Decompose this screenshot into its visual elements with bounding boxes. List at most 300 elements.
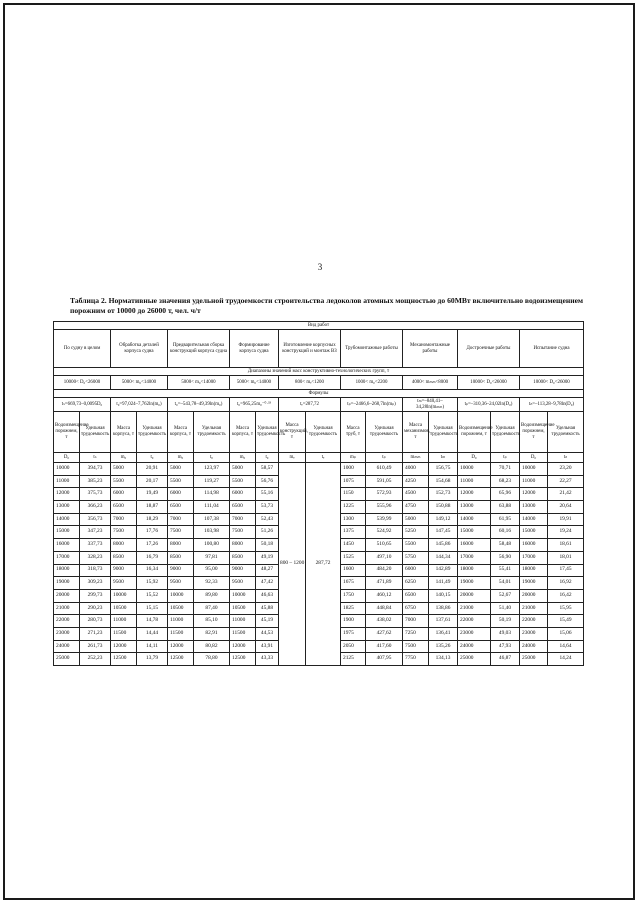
table-cell: 43,33	[256, 653, 279, 666]
table-cell: 6500	[403, 589, 429, 602]
table-cell: 44,53	[256, 627, 279, 640]
column-symbol: tₑ	[306, 453, 341, 463]
table-cell: 5000	[403, 513, 429, 526]
formula-cell: tₙ=–113,28–9,78ln(D₀)	[520, 398, 584, 412]
table-cell: 11500	[168, 627, 194, 640]
table-cell: 11000	[168, 615, 194, 628]
table-cell: 356,73	[80, 513, 111, 526]
table-cell: 19,49	[137, 488, 168, 501]
column-header: Удельная трудоемкость	[256, 412, 279, 453]
table-cell: 25000	[54, 653, 80, 666]
table-cell: 12000	[168, 640, 194, 653]
table-cell: 15,49	[548, 615, 584, 628]
table-cell: 85,10	[194, 615, 230, 628]
table-cell: 5500	[403, 539, 429, 552]
table-cell: 19000	[458, 577, 491, 590]
table-cell: 18,61	[548, 539, 584, 552]
table-cell: 145,86	[429, 539, 458, 552]
table-cell: 524,92	[366, 526, 403, 539]
table-cell: 43,91	[256, 640, 279, 653]
table-cell: 539,99	[366, 513, 403, 526]
table-cell: 11000	[520, 475, 548, 488]
table-cell: 54,01	[491, 577, 520, 590]
table-cell: 7750	[403, 653, 429, 666]
group-header: Испытание судна	[520, 330, 584, 368]
column-header: Удельная трудоемкость	[306, 412, 341, 453]
table-cell: 18000	[458, 564, 491, 577]
table-cell: 15,06	[548, 627, 584, 640]
table-cell: 107,38	[194, 513, 230, 526]
column-symbol: m₀	[230, 453, 256, 463]
column-symbol: tₘ	[429, 453, 458, 463]
table-cell: 21000	[520, 602, 548, 615]
table-cell: 7500	[168, 526, 194, 539]
table-cell: 68,23	[491, 475, 520, 488]
table-cell: 12000	[54, 488, 80, 501]
table-cell: 20,64	[548, 501, 584, 514]
column-symbol: D₀	[458, 453, 491, 463]
range-cell: 1000< m₀<2200	[341, 376, 403, 390]
table-cell: 572,93	[366, 488, 403, 501]
table-cell: 58,57	[256, 463, 279, 476]
table-cell: 337,73	[80, 539, 111, 552]
table-cell: 510,65	[366, 539, 403, 552]
table-cell: 11000	[230, 615, 256, 628]
table-cell: 119,27	[194, 475, 230, 488]
group-header: Обработка деталей корпуса судна	[111, 330, 168, 368]
group-header: Предварительная сборка конструкций корпуса судна	[168, 330, 230, 368]
table-cell: 140,15	[429, 589, 458, 602]
table-cell: 136,41	[429, 627, 458, 640]
table-cell: 8000	[111, 539, 137, 552]
table-cell: 47,42	[256, 577, 279, 590]
table-cell: 6000	[111, 488, 137, 501]
column-symbol: D₀	[54, 453, 80, 463]
table-cell: 13000	[520, 501, 548, 514]
header-row-symbols	[54, 453, 584, 463]
vid-rabot-caption: Вид работ	[54, 322, 584, 330]
table-cell: 10000	[111, 589, 137, 602]
table-cell: 14,44	[137, 627, 168, 640]
table-cell: 21000	[54, 602, 80, 615]
formula-cell: t₀=965,25m₀⁻⁰·³³	[230, 398, 279, 412]
column-symbol: D₀	[520, 453, 548, 463]
table-cell: 20000	[520, 589, 548, 602]
table-row	[54, 463, 584, 476]
table-cell: 22,27	[548, 475, 584, 488]
table-cell: 13000	[54, 501, 80, 514]
column-header: Масса конструкций, т	[279, 412, 306, 453]
table-cell: 1825	[341, 602, 366, 615]
table-cell: 17,76	[137, 526, 168, 539]
table-cell: 6000	[230, 488, 256, 501]
table-cell: 150,88	[429, 501, 458, 514]
table-cell: 16,92	[548, 577, 584, 590]
group-header: Механомонтажные работы	[403, 330, 458, 368]
table-cell: 95,00	[194, 564, 230, 577]
table-cell: 23000	[520, 627, 548, 640]
table-cell: 6000	[403, 564, 429, 577]
table-cell: 25000	[520, 653, 548, 666]
table-cell: 4000	[403, 463, 429, 476]
group-header: По судну в целом	[54, 330, 111, 368]
formula-cell: tₘ=–840,41–34,28ln(mₘₘ)	[403, 398, 458, 412]
column-header: Масса труб, т	[341, 412, 366, 453]
table-cell: 14,64	[548, 640, 584, 653]
table-cell: 51,40	[491, 602, 520, 615]
table-cell: 5250	[403, 526, 429, 539]
table-cell: 2125	[341, 653, 366, 666]
table-cell: 6500	[230, 501, 256, 514]
table-cell: 12500	[230, 653, 256, 666]
table-cell: 18,87	[137, 501, 168, 514]
table-cell: 24000	[520, 640, 548, 653]
column-symbol: tₚ	[366, 453, 403, 463]
table-cell: 427,62	[366, 627, 403, 640]
table-cell: 8000	[168, 539, 194, 552]
formula-cell: tₚ=–2466,6–268,7ln(mₚ)	[341, 398, 403, 412]
table-cell: 21000	[458, 602, 491, 615]
column-header: Удельная трудоемкость	[491, 412, 520, 453]
table-cell: 15000	[458, 526, 491, 539]
formula-cell: tₑ=287,72	[279, 398, 341, 412]
formulas-caption: Формулы	[54, 390, 584, 398]
table-cell: 15,52	[137, 589, 168, 602]
column-header: Масса механизмов, т	[403, 412, 429, 453]
table-cell: 261,73	[80, 640, 111, 653]
formula-cell: t₀=–543,78–49,39ln(m₀)	[168, 398, 230, 412]
table-cell: 9000	[111, 564, 137, 577]
table-cell: 89,80	[194, 589, 230, 602]
table-cell: 290,23	[80, 602, 111, 615]
group-header: Изготовление корпусных конструкций и монтаж ВЗ	[279, 330, 341, 368]
table-cell: 135,26	[429, 640, 458, 653]
range-cell: 10000< D₀<26000	[520, 376, 584, 390]
table-cell: 15,15	[137, 602, 168, 615]
table-cell: 12500	[168, 653, 194, 666]
range-cell: 4000< mₘₘ<8000	[403, 376, 458, 390]
table-cell: 555,96	[366, 501, 403, 514]
table-cell: 7500	[230, 526, 256, 539]
table-cell: 5000	[111, 463, 137, 476]
table-cell: 114,98	[194, 488, 230, 501]
table-cell: 23000	[458, 627, 491, 640]
table-cell: 484,20	[366, 564, 403, 577]
column-header: Водоизмещение порожнем, т	[458, 412, 491, 453]
table-cell: 9000	[230, 564, 256, 577]
table-cell: 8000	[230, 539, 256, 552]
column-symbol: m₀	[168, 453, 194, 463]
table-cell: 20000	[54, 589, 80, 602]
formula-cell: t₀=97,024–7,762ln(m₀)	[111, 398, 168, 412]
table-cell: 22000	[520, 615, 548, 628]
table-cell: 142,89	[429, 564, 458, 577]
table-cell: 56,90	[491, 551, 520, 564]
table-cell: 591,05	[366, 475, 403, 488]
table-cell: 448,84	[366, 602, 403, 615]
table-cell: 6500	[111, 501, 137, 514]
table-cell: 11000	[458, 475, 491, 488]
norms-table	[53, 321, 584, 666]
range-cell: 5000< m₀<14000	[111, 376, 168, 390]
table-cell: 16000	[458, 539, 491, 552]
table-cell: 20,17	[137, 475, 168, 488]
table-cell: 16,42	[548, 589, 584, 602]
table-cell: 18,01	[548, 551, 584, 564]
table-cell: 10000	[168, 589, 194, 602]
merged-value-cell: 287,72	[306, 463, 341, 666]
table-cell: 1525	[341, 551, 366, 564]
table-cell: 14,11	[137, 640, 168, 653]
table-cell: 7000	[111, 513, 137, 526]
table-cell: 5000	[168, 463, 194, 476]
table-cell: 1375	[341, 526, 366, 539]
table-cell: 55,41	[491, 564, 520, 577]
table-cell: 610,49	[366, 463, 403, 476]
table-cell: 53,73	[256, 501, 279, 514]
table-cell: 13000	[458, 501, 491, 514]
table-cell: 87,40	[194, 602, 230, 615]
range-cell: 5000< m₀<14000	[230, 376, 279, 390]
table-cell: 1450	[341, 539, 366, 552]
table-cell: 497,10	[366, 551, 403, 564]
table-cell: 48,27	[256, 564, 279, 577]
table-cell: 10000	[458, 463, 491, 476]
table-cell: 1975	[341, 627, 366, 640]
table-cell: 7250	[403, 627, 429, 640]
table-cell: 61,95	[491, 513, 520, 526]
table-cell: 9000	[168, 564, 194, 577]
table-cell: 156,75	[429, 463, 458, 476]
table-cell: 328,23	[80, 551, 111, 564]
table-cell: 271,23	[80, 627, 111, 640]
table-cell: 6000	[168, 488, 194, 501]
table-cell: 50,19	[491, 615, 520, 628]
table-cell: 6500	[168, 501, 194, 514]
table-cell: 17000	[520, 551, 548, 564]
column-header: Масса корпуса, т	[111, 412, 137, 453]
table-cell: 14,78	[137, 615, 168, 628]
table-cell: 70,71	[491, 463, 520, 476]
table-cell: 1675	[341, 577, 366, 590]
column-symbol: t₀	[256, 453, 279, 463]
table-cell: 78,80	[194, 653, 230, 666]
table-cell: 18000	[520, 564, 548, 577]
table-cell: 19000	[520, 577, 548, 590]
table-cell: 14000	[520, 513, 548, 526]
column-symbol: m₀	[111, 453, 137, 463]
table-cell: 97,81	[194, 551, 230, 564]
header-row-cols	[54, 412, 584, 453]
table-cell: 15000	[520, 526, 548, 539]
table-cell: 17,45	[548, 564, 584, 577]
table-cell: 299,73	[80, 589, 111, 602]
table-cell: 50,18	[256, 539, 279, 552]
range-cell: 10000< D₀<26000	[458, 376, 520, 390]
table-cell: 25000	[458, 653, 491, 666]
table-cell: 16000	[520, 539, 548, 552]
table-cell: 137,61	[429, 615, 458, 628]
table-cell: 16,79	[137, 551, 168, 564]
table-cell: 123,97	[194, 463, 230, 476]
table-cell: 4500	[403, 488, 429, 501]
table-cell: 18000	[54, 564, 80, 577]
table-cell: 8500	[168, 551, 194, 564]
range-cell: 10000< D₀<26000	[54, 376, 111, 390]
table-cell: 92,33	[194, 577, 230, 590]
table-cell: 1075	[341, 475, 366, 488]
table-cell: 138,86	[429, 602, 458, 615]
group-header: Трубомонтажные работы	[341, 330, 403, 368]
table-cell: 14000	[458, 513, 491, 526]
column-symbol: mₑ	[279, 453, 306, 463]
table-cell: 347,23	[80, 526, 111, 539]
table-cell: 417,60	[366, 640, 403, 653]
header-row-formulas-caption	[54, 390, 584, 398]
table-cell: 17000	[54, 551, 80, 564]
table-cell: 63,88	[491, 501, 520, 514]
table-cell: 12000	[111, 640, 137, 653]
table-cell: 21,42	[548, 488, 584, 501]
table-cell: 47,93	[491, 640, 520, 653]
table-cell: 7000	[403, 615, 429, 628]
table-cell: 15,92	[137, 577, 168, 590]
table-cell: 46,87	[491, 653, 520, 666]
table-cell: 10500	[230, 602, 256, 615]
column-symbol: mₘₘ	[403, 453, 429, 463]
table-cell: 60,16	[491, 526, 520, 539]
table-cell: 17000	[458, 551, 491, 564]
table-cell: 56,76	[256, 475, 279, 488]
range-cell: 5000< m₀<14000	[168, 376, 230, 390]
table-cell: 4250	[403, 475, 429, 488]
table-cell: 149,12	[429, 513, 458, 526]
table-cell: 16,34	[137, 564, 168, 577]
column-header: Удельная трудоемкость	[194, 412, 230, 453]
table-cell: 4750	[403, 501, 429, 514]
table-cell: 471,89	[366, 577, 403, 590]
table-cell: 16000	[54, 539, 80, 552]
table-cell: 19000	[54, 577, 80, 590]
column-header: Масса корпуса, т	[168, 412, 194, 453]
merged-mass-cell: 800 – 1200	[279, 463, 306, 666]
table-cell: 49,03	[491, 627, 520, 640]
table-cell: 9500	[111, 577, 137, 590]
column-symbol: t₀	[137, 453, 168, 463]
table-cell: 9500	[230, 577, 256, 590]
table-cell: 1750	[341, 589, 366, 602]
table-cell: 19,24	[548, 526, 584, 539]
table-cell: 1000	[341, 463, 366, 476]
table-cell: 17,26	[137, 539, 168, 552]
column-header: Удельная трудоемкость	[548, 412, 584, 453]
table-cell: 24000	[458, 640, 491, 653]
table-cell: 58,48	[491, 539, 520, 552]
table-title: Таблица 2. Нормативные значения удельной трудоемкости строительства ледоколов атомных мощностью до 60МВт включительно водоизмещением порожним от 10000 до 26000 т, чел. ч/т	[70, 296, 584, 315]
table-cell: 10000	[54, 463, 80, 476]
column-symbol: t₀	[194, 453, 230, 463]
formula-cell: tₛ=669,73–0,0095D₀	[54, 398, 111, 412]
table-cell: 46,63	[256, 589, 279, 602]
table-cell: 100,80	[194, 539, 230, 552]
table-cell: 49,19	[256, 551, 279, 564]
table-cell: 6250	[403, 577, 429, 590]
table-cell: 11000	[111, 615, 137, 628]
table-cell: 23,20	[548, 463, 584, 476]
formula-cell: tₚ=–310,36–24,02ln(D₀)	[458, 398, 520, 412]
table-cell: 19,91	[548, 513, 584, 526]
table-cell: 147,45	[429, 526, 458, 539]
table-cell: 152,73	[429, 488, 458, 501]
table-cell: 394,73	[80, 463, 111, 476]
column-header: Масса корпуса, т	[230, 412, 256, 453]
column-symbol: tₛ	[80, 453, 111, 463]
table-cell: 22000	[458, 615, 491, 628]
column-header: Удельная трудоемкость	[429, 412, 458, 453]
table-cell: 10000	[230, 589, 256, 602]
table-cell: 45,88	[256, 602, 279, 615]
table-cell: 2050	[341, 640, 366, 653]
table-cell: 23000	[54, 627, 80, 640]
table-cell: 24000	[54, 640, 80, 653]
table-cell: 1225	[341, 501, 366, 514]
column-header: Удельная трудоемкость	[137, 412, 168, 453]
header-row-formulas	[54, 398, 584, 412]
column-symbol: mₚ	[341, 453, 366, 463]
table-cell: 51,26	[256, 526, 279, 539]
header-row-vid	[54, 322, 584, 330]
table-cell: 13,79	[137, 653, 168, 666]
table-cell: 7500	[403, 640, 429, 653]
table-cell: 14,24	[548, 653, 584, 666]
table-cell: 5000	[230, 463, 256, 476]
table-cell: 154,68	[429, 475, 458, 488]
table-cell: 5750	[403, 551, 429, 564]
table-cell: 15,95	[548, 602, 584, 615]
table-cell: 11500	[230, 627, 256, 640]
header-row-groups	[54, 330, 584, 368]
table-cell: 5500	[168, 475, 194, 488]
table-cell: 103,98	[194, 526, 230, 539]
table-cell: 407,95	[366, 653, 403, 666]
table-cell: 141,49	[429, 577, 458, 590]
table-cell: 144,34	[429, 551, 458, 564]
page-number: 3	[317, 262, 323, 272]
header-row-range-caption	[54, 368, 584, 376]
table-cell: 460,12	[366, 589, 403, 602]
range-caption: Диапазоны значений масс конструктивно-технологических групп, т	[54, 368, 584, 376]
table-cell: 52,43	[256, 513, 279, 526]
table-cell: 65,96	[491, 488, 520, 501]
table-cell: 8500	[230, 551, 256, 564]
table-cell: 1300	[341, 513, 366, 526]
column-symbol: tₙ	[548, 453, 584, 463]
group-header: Формирование корпуса судна	[230, 330, 279, 368]
table-cell: 10500	[168, 602, 194, 615]
table-cell: 12000	[520, 488, 548, 501]
table-cell: 318,73	[80, 564, 111, 577]
table-cell: 1900	[341, 615, 366, 628]
table-cell: 12000	[458, 488, 491, 501]
table-cell: 6750	[403, 602, 429, 615]
table-cell: 438,02	[366, 615, 403, 628]
column-header: Удельная трудоемкость	[80, 412, 111, 453]
table-cell: 11000	[54, 475, 80, 488]
table-cell: 20000	[458, 589, 491, 602]
table-cell: 22000	[54, 615, 80, 628]
table-cell: 309,23	[80, 577, 111, 590]
table-cell: 8500	[111, 551, 137, 564]
